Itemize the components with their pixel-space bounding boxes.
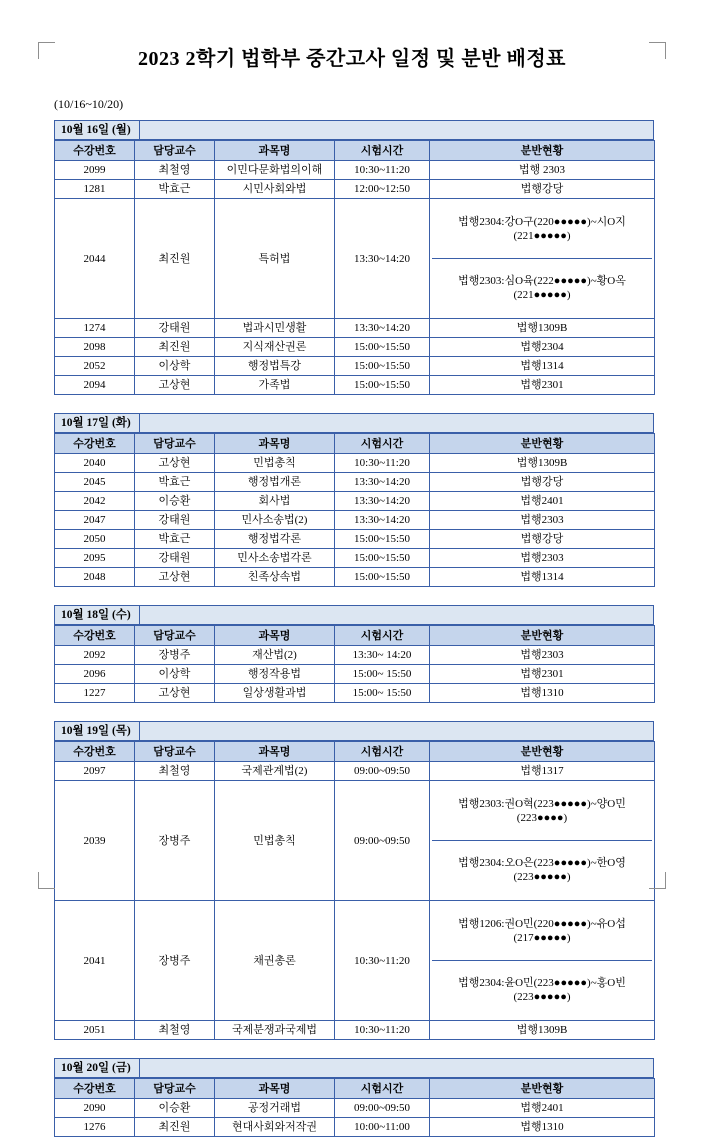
- cell-course-number: 2042: [55, 492, 135, 511]
- cell-course-name: 특허법: [215, 199, 335, 319]
- table-header-row: [55, 141, 655, 161]
- cell-room: 법행 2303: [430, 161, 655, 180]
- cell-exam-time: 10:30~11:20: [335, 901, 430, 1021]
- cell-professor: 이승환: [135, 1099, 215, 1118]
- cell-exam-time: 12:00~12:50: [335, 180, 430, 199]
- day-section: [54, 120, 654, 395]
- day-label-filler: [140, 1058, 654, 1078]
- cell-professor: 이상학: [135, 665, 215, 684]
- table-row: [55, 1118, 655, 1137]
- column-header: 수강번호: [55, 141, 135, 161]
- table-row: [55, 1021, 655, 1040]
- crop-mark-bottom-right: [649, 872, 666, 889]
- cell-professor: 최철영: [135, 1021, 215, 1040]
- cell-room-split: [430, 781, 655, 901]
- cell-professor: 고상현: [135, 684, 215, 703]
- column-header: 시험시간: [335, 626, 430, 646]
- cell-course-name: 회사법: [215, 492, 335, 511]
- table-row: [55, 376, 655, 395]
- cell-room-split: [430, 901, 655, 1021]
- day-label: 10월 19일 (목): [54, 721, 140, 741]
- column-header: 담당교수: [135, 626, 215, 646]
- cell-exam-time: 13:30~ 14:20: [335, 646, 430, 665]
- room-split-line: 법행2303:권O혁(223●●●●●)~양O민(223●●●●): [432, 782, 652, 841]
- cell-course-number: 2092: [55, 646, 135, 665]
- table-row: [55, 665, 655, 684]
- day-section: [54, 413, 654, 587]
- table-row: [55, 161, 655, 180]
- cell-room: 법행2301: [430, 376, 655, 395]
- cell-exam-time: 15:00~15:50: [335, 376, 430, 395]
- cell-professor: 이승환: [135, 492, 215, 511]
- cell-professor: 이상학: [135, 357, 215, 376]
- column-header: 시험시간: [335, 434, 430, 454]
- cell-exam-time: 10:00~11:00: [335, 1118, 430, 1137]
- cell-exam-time: 10:30~11:20: [335, 454, 430, 473]
- cell-course-number: 1227: [55, 684, 135, 703]
- cell-exam-time: 09:00~09:50: [335, 781, 430, 901]
- cell-room: 법행2303: [430, 511, 655, 530]
- cell-room: 법행1310: [430, 684, 655, 703]
- cell-professor: 최진원: [135, 338, 215, 357]
- day-label-row: [54, 721, 654, 741]
- cell-room: 법행1309B: [430, 1021, 655, 1040]
- cell-course-name: 채권총론: [215, 901, 335, 1021]
- crop-mark-top-right: [649, 42, 666, 59]
- table-row: [55, 646, 655, 665]
- cell-course-name: 친족상속법: [215, 568, 335, 587]
- table-header-row: [55, 1079, 655, 1099]
- table-row: [55, 511, 655, 530]
- cell-course-number: 2097: [55, 762, 135, 781]
- table-header-row: [55, 434, 655, 454]
- cell-room: 법행1314: [430, 568, 655, 587]
- schedule-sections: [0, 120, 704, 1137]
- column-header: 수강번호: [55, 626, 135, 646]
- column-header: 과목명: [215, 1079, 335, 1099]
- cell-room: 법행2301: [430, 665, 655, 684]
- table-row: [55, 454, 655, 473]
- schedule-table: [54, 1078, 655, 1137]
- table-row: [55, 530, 655, 549]
- column-header: 과목명: [215, 434, 335, 454]
- cell-room: 법행2401: [430, 1099, 655, 1118]
- table-row: [55, 319, 655, 338]
- cell-exam-time: 10:30~11:20: [335, 161, 430, 180]
- table-row: [55, 549, 655, 568]
- table-header-row: [55, 742, 655, 762]
- cell-course-number: 2096: [55, 665, 135, 684]
- cell-exam-time: 15:00~15:50: [335, 530, 430, 549]
- cell-exam-time: 15:00~ 15:50: [335, 665, 430, 684]
- cell-professor: 최진원: [135, 1118, 215, 1137]
- cell-course-name: 재산법(2): [215, 646, 335, 665]
- table-row: [55, 901, 655, 1021]
- room-split-line: 법행2304:강O구(220●●●●●)~시O지(221●●●●●): [432, 200, 652, 259]
- column-header: 담당교수: [135, 742, 215, 762]
- day-section: [54, 605, 654, 703]
- schedule-table: [54, 433, 655, 587]
- cell-professor: 박효근: [135, 473, 215, 492]
- room-split-line: 법행2304:오O은(223●●●●●)~한O영(223●●●●●): [432, 841, 652, 900]
- cell-exam-time: 13:30~14:20: [335, 511, 430, 530]
- cell-course-number: 1281: [55, 180, 135, 199]
- crop-mark-top-left: [38, 42, 55, 59]
- cell-course-name: 이민다문화법의이해: [215, 161, 335, 180]
- cell-exam-time: 15:00~15:50: [335, 549, 430, 568]
- cell-professor: 최철영: [135, 161, 215, 180]
- cell-room: 법행1310: [430, 1118, 655, 1137]
- cell-professor: 고상현: [135, 454, 215, 473]
- day-label-filler: [140, 721, 654, 741]
- cell-course-name: 행정작용법: [215, 665, 335, 684]
- cell-course-number: 2045: [55, 473, 135, 492]
- day-label-filler: [140, 413, 654, 433]
- cell-course-number: 2051: [55, 1021, 135, 1040]
- schedule-table: [54, 625, 655, 703]
- schedule-table: [54, 741, 655, 1040]
- cell-course-number: 2040: [55, 454, 135, 473]
- cell-room: 법행1309B: [430, 454, 655, 473]
- day-label: 10월 18일 (수): [54, 605, 140, 625]
- cell-course-name: 일상생활과법: [215, 684, 335, 703]
- day-label-filler: [140, 605, 654, 625]
- day-label-row: [54, 120, 654, 140]
- cell-course-name: 현대사회와저작권: [215, 1118, 335, 1137]
- cell-course-name: 민사소송법각론: [215, 549, 335, 568]
- day-label-row: [54, 413, 654, 433]
- cell-professor: 박효근: [135, 180, 215, 199]
- cell-course-name: 지식재산권론: [215, 338, 335, 357]
- cell-exam-time: 15:00~15:50: [335, 357, 430, 376]
- column-header: 담당교수: [135, 1079, 215, 1099]
- column-header: 담당교수: [135, 141, 215, 161]
- cell-exam-time: 09:00~09:50: [335, 1099, 430, 1118]
- cell-room: 법행2401: [430, 492, 655, 511]
- day-label: 10월 17일 (화): [54, 413, 140, 433]
- crop-mark-bottom-left: [38, 872, 55, 889]
- cell-professor: 장병주: [135, 646, 215, 665]
- room-split-line: 법행2304:윤O민(223●●●●●)~홍O빈(223●●●●●): [432, 961, 652, 1020]
- cell-exam-time: 13:30~14:20: [335, 199, 430, 319]
- cell-exam-time: 15:00~ 15:50: [335, 684, 430, 703]
- table-header-row: [55, 626, 655, 646]
- cell-course-name: 시민사회와법: [215, 180, 335, 199]
- date-range: (10/16~10/20): [54, 97, 124, 111]
- cell-exam-time: 10:30~11:20: [335, 1021, 430, 1040]
- day-label-row: [54, 605, 654, 625]
- cell-course-name: 민법총칙: [215, 781, 335, 901]
- day-label: 10월 20일 (금): [54, 1058, 140, 1078]
- cell-exam-time: 13:30~14:20: [335, 492, 430, 511]
- cell-professor: 강태원: [135, 549, 215, 568]
- column-header: 수강번호: [55, 1079, 135, 1099]
- cell-professor: 장병주: [135, 781, 215, 901]
- table-row: [55, 199, 655, 319]
- cell-professor: 장병주: [135, 901, 215, 1021]
- cell-course-number: 2048: [55, 568, 135, 587]
- cell-exam-time: 13:30~14:20: [335, 473, 430, 492]
- cell-exam-time: 15:00~15:50: [335, 338, 430, 357]
- day-label-filler: [140, 120, 654, 140]
- column-header: 분반현황: [430, 626, 655, 646]
- table-row: [55, 492, 655, 511]
- cell-room: 법행2303: [430, 646, 655, 665]
- page-title: 2023 2학기 법학부 중간고사 일정 및 분반 배정표: [138, 48, 566, 70]
- cell-professor: 고상현: [135, 376, 215, 395]
- column-header: 분반현황: [430, 434, 655, 454]
- cell-exam-time: 15:00~15:50: [335, 568, 430, 587]
- cell-room: 법행1309B: [430, 319, 655, 338]
- table-row: [55, 357, 655, 376]
- cell-professor: 고상현: [135, 568, 215, 587]
- table-row: [55, 781, 655, 901]
- table-row: [55, 180, 655, 199]
- cell-room: 법행1317: [430, 762, 655, 781]
- cell-exam-time: 13:30~14:20: [335, 319, 430, 338]
- cell-exam-time: 09:00~09:50: [335, 762, 430, 781]
- cell-course-number: 1276: [55, 1118, 135, 1137]
- cell-room: 법행2304: [430, 338, 655, 357]
- cell-course-number: 2052: [55, 357, 135, 376]
- column-header: 수강번호: [55, 742, 135, 762]
- document-page: [0, 28, 704, 1133]
- table-row: [55, 1099, 655, 1118]
- cell-course-number: 2047: [55, 511, 135, 530]
- cell-course-number: 2094: [55, 376, 135, 395]
- cell-room: 법행2303: [430, 549, 655, 568]
- cell-professor: 박효근: [135, 530, 215, 549]
- column-header: 수강번호: [55, 434, 135, 454]
- column-header: 분반현황: [430, 141, 655, 161]
- cell-course-name: 민법총칙: [215, 454, 335, 473]
- cell-course-number: 2039: [55, 781, 135, 901]
- column-header: 시험시간: [335, 1079, 430, 1099]
- cell-room: 법행강당: [430, 530, 655, 549]
- cell-course-name: 국제관계법(2): [215, 762, 335, 781]
- cell-course-number: 1274: [55, 319, 135, 338]
- table-row: [55, 684, 655, 703]
- column-header: 시험시간: [335, 141, 430, 161]
- cell-course-name: 행정법개론: [215, 473, 335, 492]
- cell-course-name: 행정법특강: [215, 357, 335, 376]
- column-header: 과목명: [215, 141, 335, 161]
- column-header: 담당교수: [135, 434, 215, 454]
- cell-course-name: 가족법: [215, 376, 335, 395]
- day-label-row: [54, 1058, 654, 1078]
- cell-course-name: 공정거래법: [215, 1099, 335, 1118]
- cell-room-split: [430, 199, 655, 319]
- cell-course-number: 2041: [55, 901, 135, 1021]
- room-split-line: 법행2303:심O육(222●●●●●)~황O옥(221●●●●●): [432, 259, 652, 318]
- table-row: [55, 762, 655, 781]
- cell-course-number: 2044: [55, 199, 135, 319]
- column-header: 분반현황: [430, 742, 655, 762]
- day-section: [54, 721, 654, 1040]
- day-label: 10월 16일 (월): [54, 120, 140, 140]
- column-header: 과목명: [215, 742, 335, 762]
- room-split-line: 법행1206:권O민(220●●●●●)~유O섭(217●●●●●): [432, 902, 652, 961]
- column-header: 분반현황: [430, 1079, 655, 1099]
- cell-course-number: 2090: [55, 1099, 135, 1118]
- cell-course-number: 2095: [55, 549, 135, 568]
- cell-professor: 강태원: [135, 511, 215, 530]
- schedule-table: [54, 140, 655, 395]
- cell-professor: 최진원: [135, 199, 215, 319]
- cell-course-number: 2098: [55, 338, 135, 357]
- cell-course-number: 2099: [55, 161, 135, 180]
- cell-course-name: 민사소송법(2): [215, 511, 335, 530]
- cell-course-name: 법과시민생활: [215, 319, 335, 338]
- cell-professor: 강태원: [135, 319, 215, 338]
- table-row: [55, 338, 655, 357]
- column-header: 과목명: [215, 626, 335, 646]
- cell-course-number: 2050: [55, 530, 135, 549]
- day-section: [54, 1058, 654, 1137]
- cell-room: 법행강당: [430, 473, 655, 492]
- cell-professor: 최철영: [135, 762, 215, 781]
- cell-room: 법행강당: [430, 180, 655, 199]
- cell-course-name: 행정법각론: [215, 530, 335, 549]
- cell-room: 법행1314: [430, 357, 655, 376]
- column-header: 시험시간: [335, 742, 430, 762]
- table-row: [55, 568, 655, 587]
- cell-course-name: 국제분쟁과국제법: [215, 1021, 335, 1040]
- table-row: [55, 473, 655, 492]
